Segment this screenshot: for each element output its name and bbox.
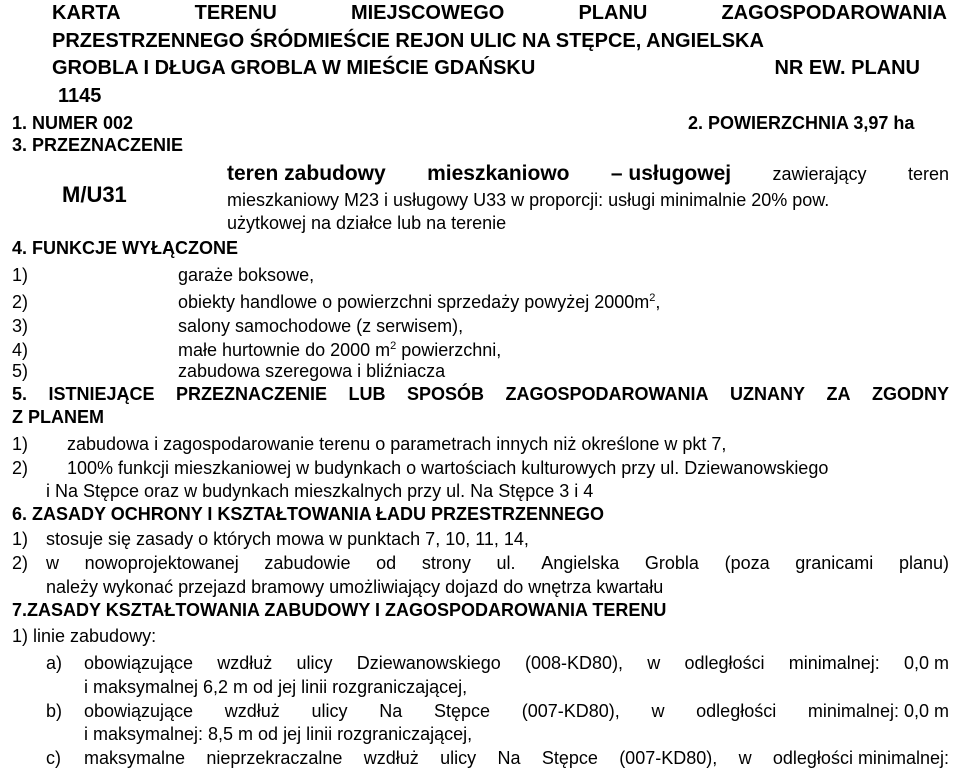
s4-item-1-num: 1) bbox=[12, 265, 29, 285]
s4-item-2-num: 2) bbox=[12, 292, 29, 312]
zone-description-line-1: teren zabudowy mieszkaniowo – usługowej zawierający teren bbox=[227, 162, 949, 185]
s7-sub-b-text-cont: i maksymalnej: 8,5 m od jej linii rozgraniczającej, bbox=[84, 724, 473, 744]
s4-item-2-text: obiekty handlowe o powierzchni sprzedaży powyżej $2000m^2$, bbox=[178, 292, 661, 312]
s4-item-3-num: 3) bbox=[12, 316, 29, 336]
s5-item-1-text: zabudowa i zagospodarowanie terenu o parametrach innych niż określone w pkt 7, bbox=[67, 434, 727, 454]
section-5-heading-line-1: 5. ISTNIEJĄCE PRZEZNACZENIE LUB SPOSÓB ZAGOSPODAROWANIA UZNANY ZA ZGODNY bbox=[12, 384, 949, 404]
section-2-area: 2. POWIERZCHNIA 3,97 ha bbox=[688, 113, 915, 133]
s7-item-1: 1) linie zabudowy: bbox=[12, 626, 157, 646]
s7-sub-b-letter: b) bbox=[46, 701, 63, 721]
title-line-3: GROBLA I DŁUGA GROBLA W MIEŚCIE GDAŃSKU NR EW. PLANU bbox=[52, 57, 920, 79]
s6-item-2-text-cont: należy wykonać przejazd bramowy umożliwiający dojazd do wnętrza kwartału bbox=[46, 577, 664, 597]
s7-sub-a-text: obowiązujące wzdłuż ulicy Dziewanowskiego (008-KD80), w odległości minimalnej: 0,0 m bbox=[84, 653, 949, 673]
s6-item-2-text: w nowoprojektowanej zabudowie od strony ul. Angielska Grobla (poza granicami planu) bbox=[46, 553, 949, 573]
section-6-heading: 6. ZASADY OCHRONY I KSZTAŁTOWANIA ŁADU PRZESTRZENNEGO bbox=[12, 504, 605, 524]
section-3-heading: 3. PRZEZNACZENIE bbox=[12, 135, 184, 155]
zone-description-line-2: mieszkaniowy M23 i usługowy U33 w proporcji: usługi minimalnie 20% pow. bbox=[227, 190, 830, 210]
s6-item-1-text: stosuje się zasady o których mowa w punktach 7, 10, 11, 14, bbox=[46, 529, 529, 549]
s4-item-5-text: zabudowa szeregowa i bliźniacza bbox=[178, 361, 446, 381]
title-line-2: PRZESTRZENNEGO ŚRÓDMIEŚCIE REJON ULIC NA STĘPCE, ANGIELSKA bbox=[52, 30, 764, 52]
s6-item-2-num: 2) bbox=[12, 553, 29, 573]
s7-sub-a-text-cont: i maksymalnej 6,2 m od jej linii rozgraniczającej, bbox=[84, 677, 468, 697]
s7-sub-b-text: obowiązujące wzdłuż ulicy Na Stępce (007-KD80), w odległości minimalnej: 0,0 m bbox=[84, 701, 949, 721]
s5-item-1-num: 1) bbox=[12, 434, 29, 454]
title-line-4: 1145 bbox=[58, 85, 102, 107]
title-line-1: KARTA TERENU MIEJSCOWEGO PLANU ZAGOSPODAROWANIA bbox=[52, 2, 947, 24]
s7-sub-c-text: maksymalne nieprzekraczalne wzdłuż ulicy Na Stępce (007-KD80), w odległości minimalnej: bbox=[84, 748, 949, 768]
s5-item-2-text: 100% funkcji mieszkaniowej w budynkach o wartościach kulturowych przy ul. Dziewanowskiego bbox=[67, 458, 829, 478]
s7-sub-c-letter: c) bbox=[46, 748, 61, 768]
zone-description-line-3: użytkowej na działce lub na terenie bbox=[227, 213, 507, 233]
s4-item-5-num: 5) bbox=[12, 361, 29, 381]
s6-item-1-num: 1) bbox=[12, 529, 29, 549]
s7-sub-a-letter: a) bbox=[46, 653, 63, 673]
s4-item-3-text: salony samochodowe (z serwisem), bbox=[178, 316, 464, 336]
zone-symbol: M/U31 bbox=[62, 182, 127, 207]
s5-item-2-num: 2) bbox=[12, 458, 29, 478]
section-5-heading-line-2: Z PLANEM bbox=[12, 407, 104, 427]
section-1-number: 1. NUMER 002 bbox=[12, 113, 134, 133]
section-7-heading: 7.ZASADY KSZTAŁTOWANIA ZABUDOWY I ZAGOSPODAROWANIA TERENU bbox=[12, 600, 667, 620]
s4-item-4-num: 4) bbox=[12, 340, 29, 360]
s4-item-1-text: garaże boksowe, bbox=[178, 265, 315, 285]
section-4-heading: 4. FUNKCJE WYŁĄCZONE bbox=[12, 238, 239, 258]
s4-item-4-text: małe hurtownie do 2000 $m^2$ powierzchni, bbox=[178, 340, 502, 360]
s5-item-2-text-cont: i Na Stępce oraz w budynkach mieszkalnych przy ul. Na Stępce 3 i 4 bbox=[46, 481, 594, 501]
